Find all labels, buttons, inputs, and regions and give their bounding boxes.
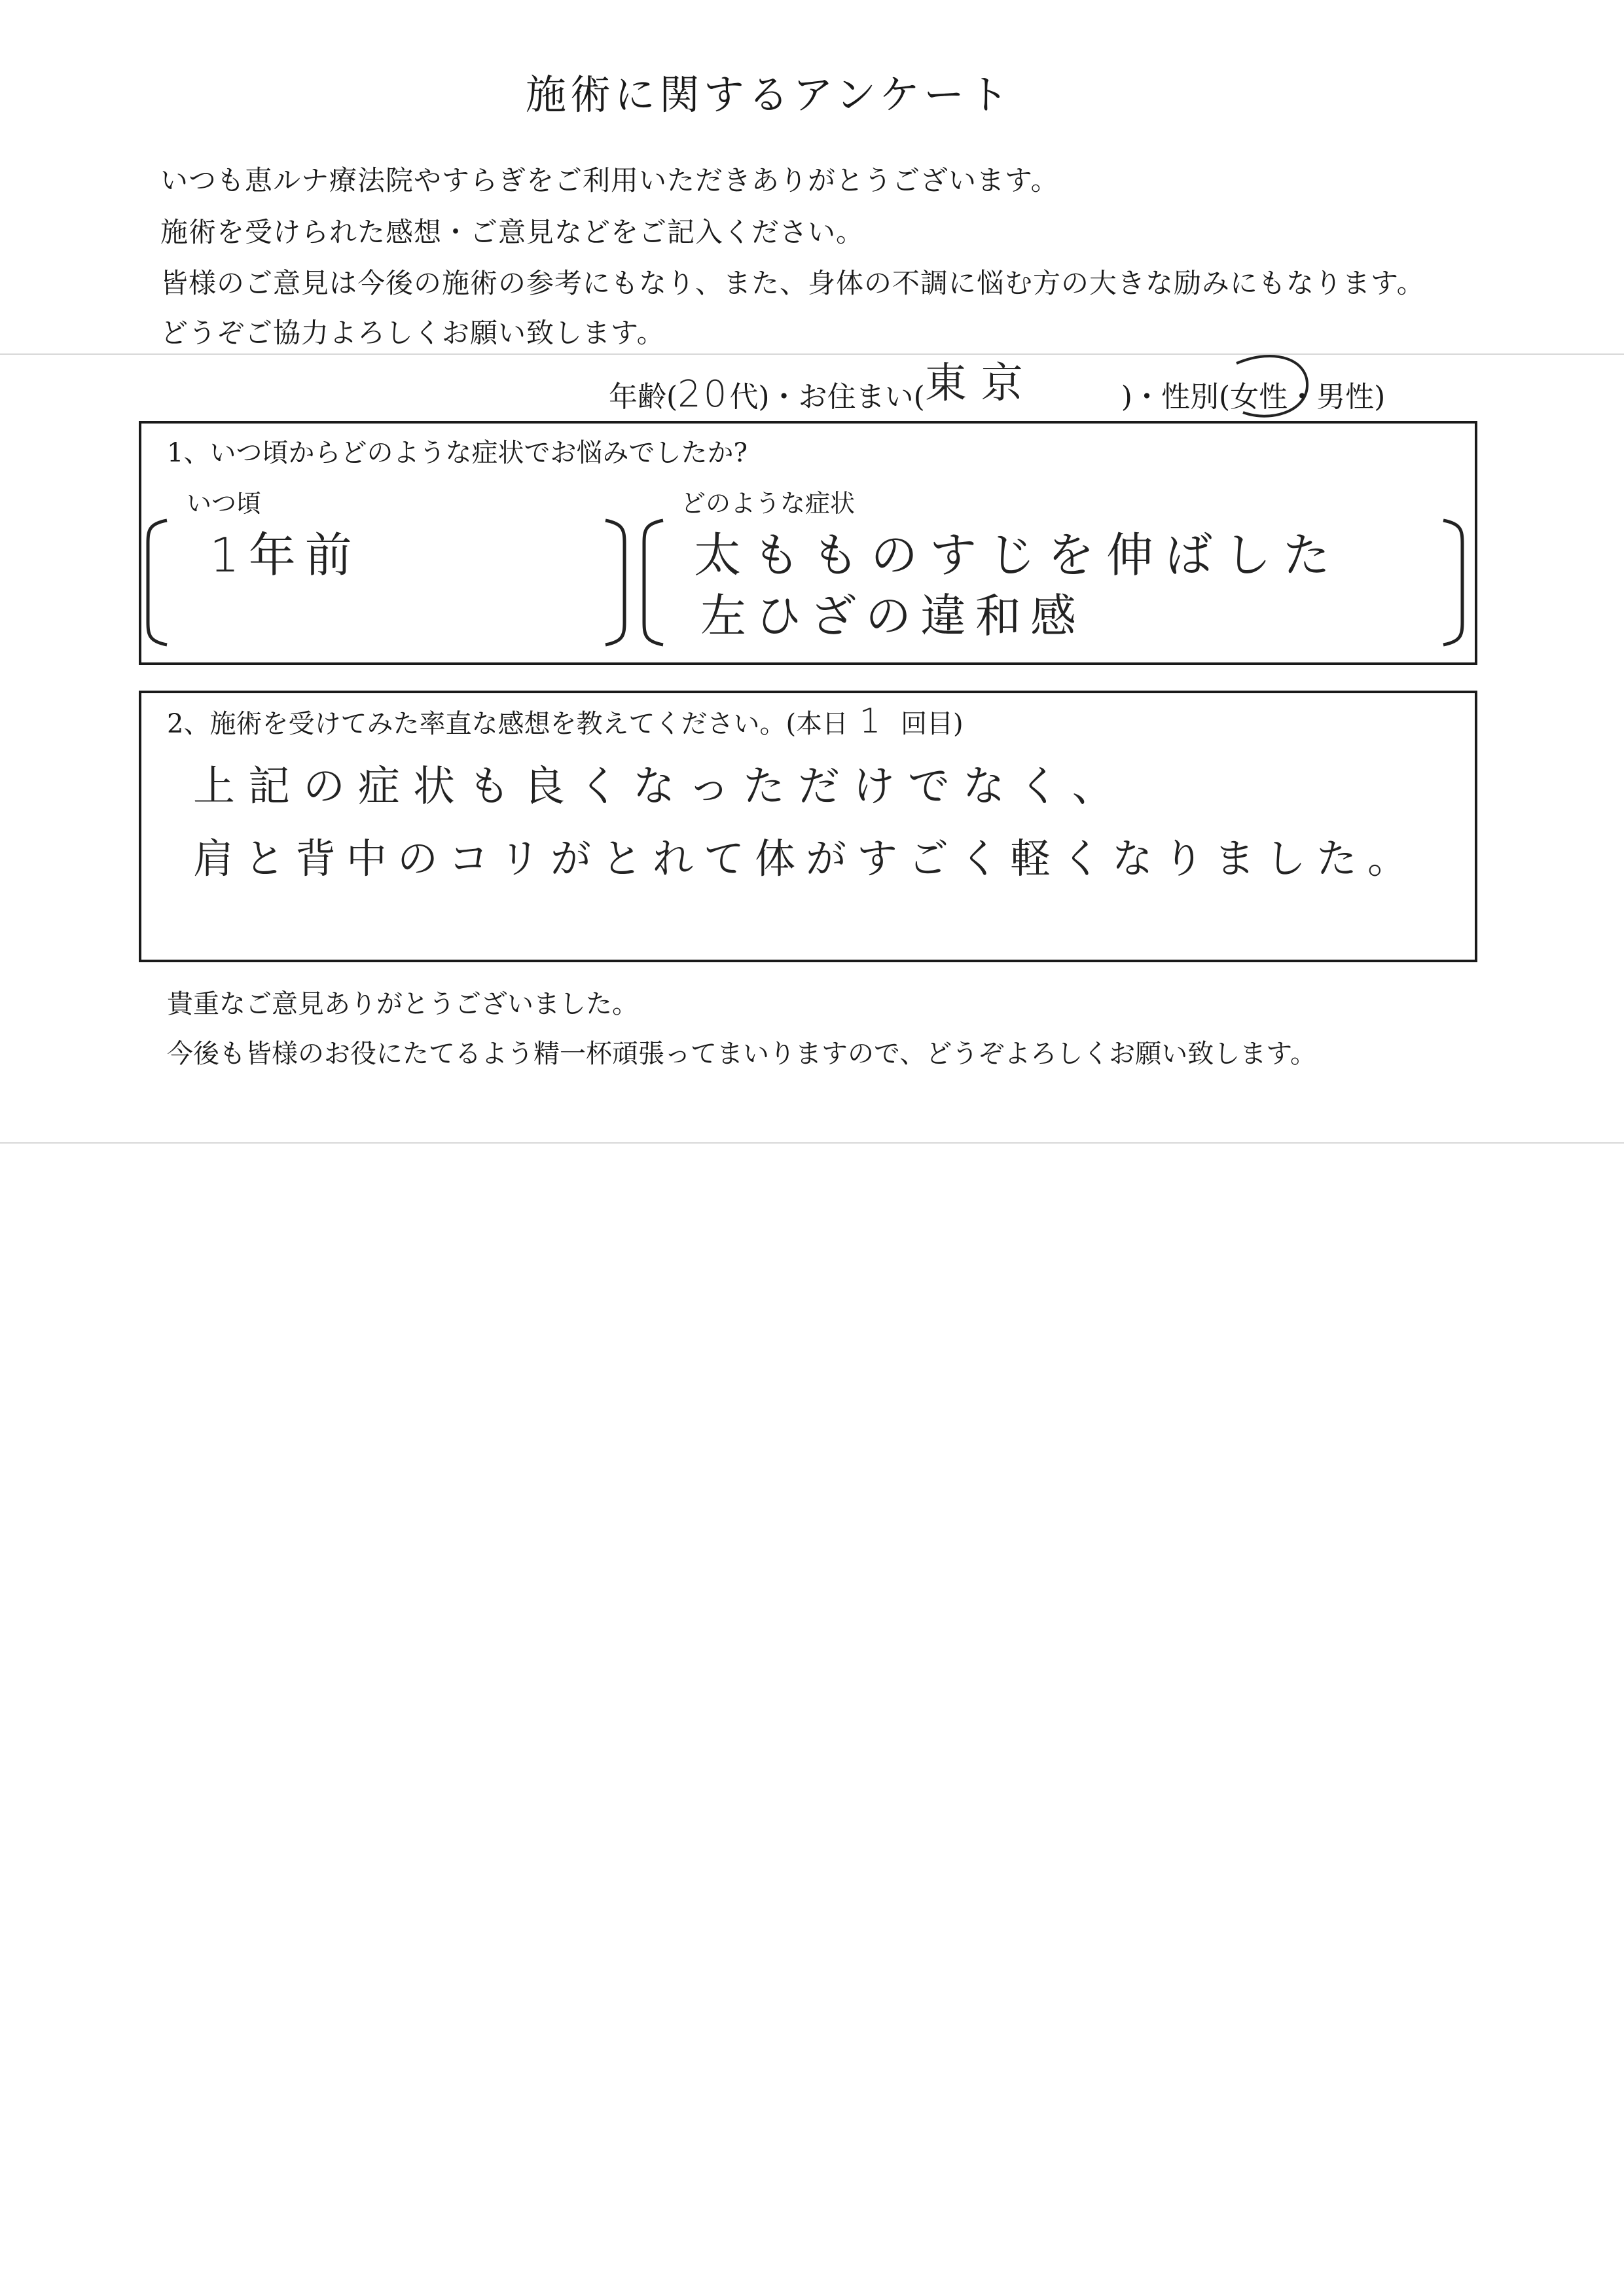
intro-line-4: どうぞご協力よろしくお願い致します。	[160, 317, 665, 349]
age-label: 年齢(	[609, 380, 678, 414]
intro-line-2: 施術を受けられた感想・ご意見などをご記入ください。	[160, 216, 865, 248]
question-1-text: 1、いつ頃からどのような症状でお悩みでしたか?	[167, 438, 748, 468]
impression-answer-line-2[interactable]: 肩と背中のコリがとれて体がすごく軽くなりました。	[193, 835, 1419, 882]
right-bracket-icon	[1440, 517, 1466, 648]
symptom-answer-line-2[interactable]: 左ひざの違和感	[700, 589, 1085, 643]
gender-option-female[interactable]: 女性	[1230, 373, 1288, 415]
impression-answer-line-1[interactable]: 上記の症状も良くなっただけでなく、	[193, 763, 1127, 811]
gender-separator: ・	[1288, 380, 1317, 414]
residence-label: 代)・お住まい(	[729, 380, 925, 414]
left-bracket-icon	[144, 517, 170, 648]
intro-line-3: 皆様のご意見は今後の施術の参考にもなり、また、身体の不調に悩む方の大きな励みにもなります。	[160, 267, 1425, 299]
question-2-text: 2、施術を受けてみた率直な感想を教えてください。(本日 1 回目)	[167, 702, 964, 741]
left-bracket-icon	[640, 517, 666, 648]
scan-fold-line	[0, 1142, 1624, 1144]
symptom-label: どのような症状	[681, 489, 856, 518]
scan-fold-line	[0, 353, 1624, 355]
symptom-answer-line-1[interactable]: 太もものすじを伸ばした	[694, 528, 1343, 583]
gender-label: )・性別(	[1121, 380, 1231, 414]
residence-value[interactable]: 東京	[924, 359, 1038, 408]
closing-line-1: 貴重なご意見ありがとうございました。	[167, 989, 638, 1019]
right-bracket-icon	[602, 517, 628, 648]
when-answer[interactable]: 1年前	[209, 528, 361, 583]
selection-circle-icon	[1217, 350, 1315, 429]
intro-line-1: いつも恵ルナ療法院やすらぎをご利用いただきありがとうございます。	[160, 164, 1059, 196]
survey-title: 施術に関するアンケート	[525, 71, 1013, 118]
gender-option-male[interactable]: 男性)	[1316, 380, 1386, 414]
closing-line-2: 今後も皆様のお役にたてるよう精一杯頑張ってまいりますので、どうぞよろしくお願い致します。	[167, 1039, 1316, 1069]
respondent-info-row	[609, 359, 1385, 419]
when-label: いつ頃	[187, 489, 262, 518]
age-value[interactable]: 20	[677, 373, 730, 416]
visit-count[interactable]: 1	[859, 702, 890, 741]
